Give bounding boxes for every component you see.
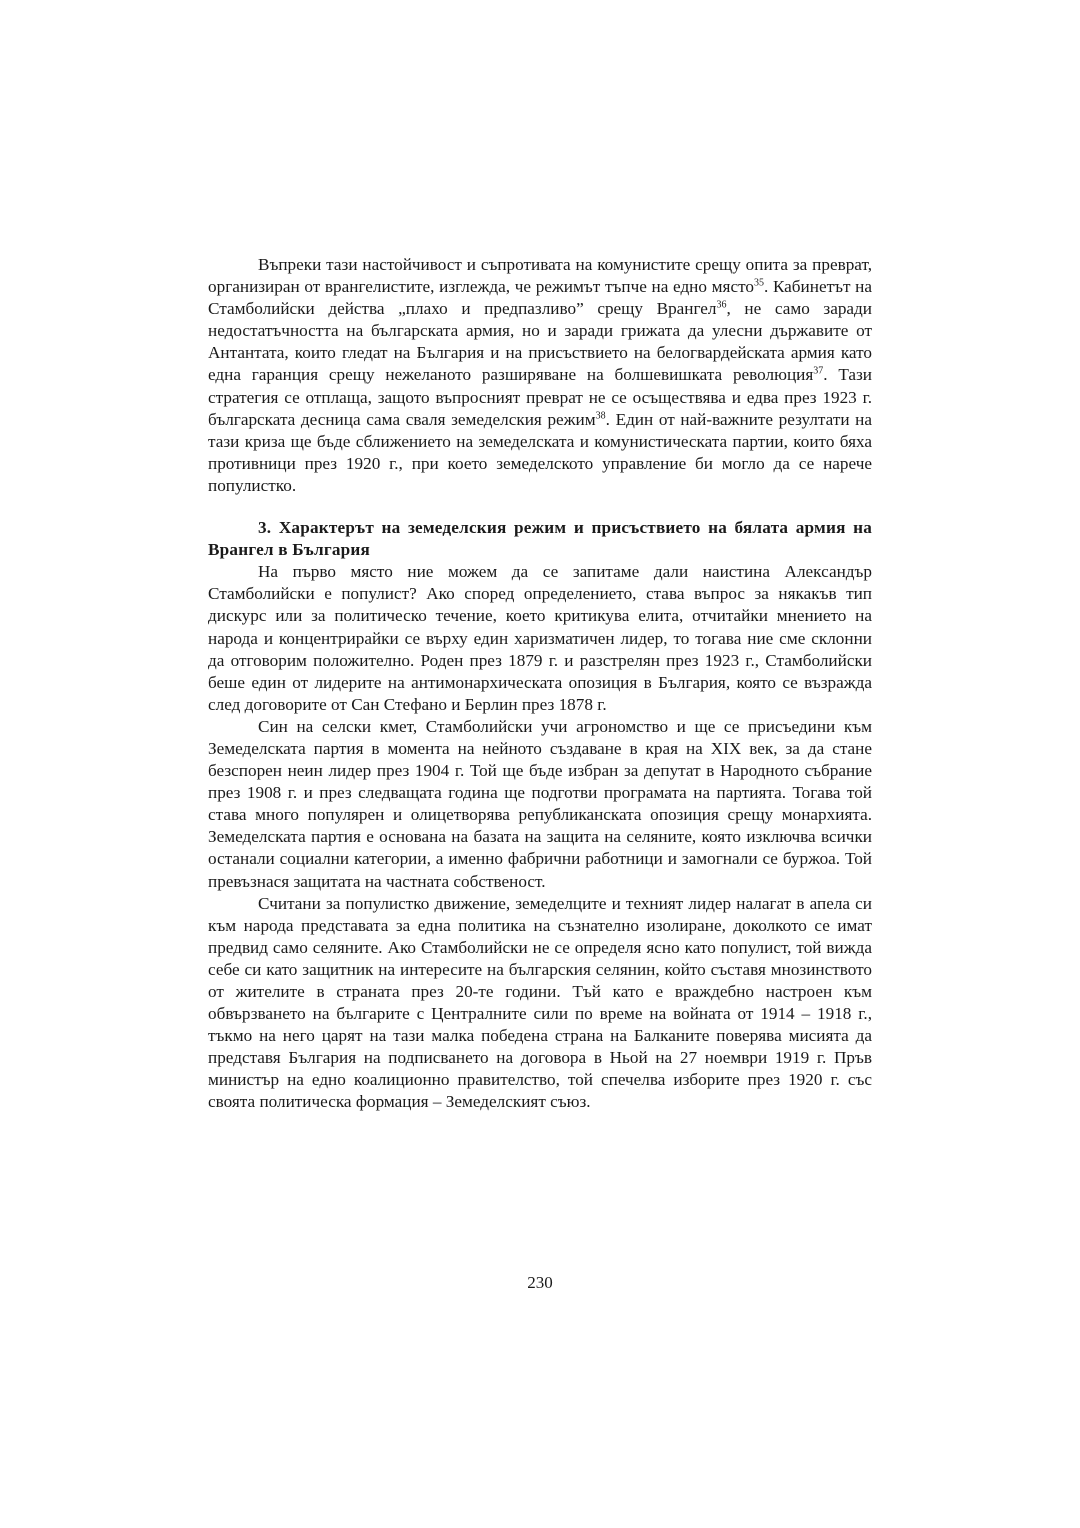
page-body bbox=[208, 254, 872, 1114]
page-number: 230 bbox=[527, 1273, 553, 1292]
paragraph-1-text-c: , не само заради недостатъчността на българската армия, но и заради грижата да улесни държавите от Антантата, които гледат на България и на присъствието на белогвардейската армия като една гаранция срещу нежеланото разширяване на болшевишката революция bbox=[208, 299, 872, 385]
paragraph-1-text-b: . Кабинетът на Стамболийски действа „плахо и предпазливо” срещу Врангел bbox=[208, 277, 872, 319]
footnote-ref-35: 35 bbox=[753, 277, 764, 289]
paragraph-3: Син на селски кмет, Стамболийски учи агрономство и ще се присъедини към Земеделската партия в момента на нейното създаване в края на XIX век, за да стане безспорен неин лидер през 1904 г. Той ще бъде избран за депутат в Народното събрание през 1908 г. и през следващата година ще подготви програмата на партията. Тогава той става много популярен и олицетворява републиканската опозиция срещу монархията. Земеделската партия е основана на базата на защита на селяните, която изключва всички останали социални категории, а именно фабрични работници и замогнали се буржоа. Той превъзнася защитата на частната собственост. bbox=[208, 716, 872, 891]
paragraph-1-text-d: . Тази стратегия се отплаща, защото въпросният преврат не се осъществява и едва през 1923 г. българската десница сама сваля земеделския режим bbox=[208, 365, 873, 429]
paragraph-1-text-a: Въпреки тази настойчивост и съпротивата на комунистите срещу опита за преврат, организиран от врангелистите, изглежда, че режимът тъпче на едно място bbox=[208, 255, 872, 297]
footnote-ref-38: 38 bbox=[595, 409, 606, 421]
section-heading: 3. Характерът на земеделския режим и присъствието на бялата армия на Врангел в България bbox=[208, 518, 872, 560]
paragraph-2: На първо място ние можем да се запитаме дали наистина Александър Стамболийски е популист? Ако според определението, става въпрос за някакъв тип дискурс или за политическо течение, което критикува елита, отчитайки мнението на народа и концентрирайки се върху един харизматичен лидер, то тогава ние сме склонни да отговорим положително. Роден през 1879 г. и разстрелян през 1923 г., Стамболийски беше един от лидерите на антимонархическата опозиция в България, която се възражда след договорите от Сан Стефано и Берлин през 1878 г. bbox=[208, 562, 872, 714]
footnote-ref-37: 37 bbox=[813, 365, 824, 377]
footnote-ref-36: 36 bbox=[716, 299, 727, 311]
paragraph-4: Считани за популистко движение, земеделците и техният лидер налагат в апела си към народа представата за една политика на съзнателно изолиране, доколкото се имат предвид само селяните. Ако Стамболийски не се определя ясно като популист, той вижда себе си като защитник на интересите на българския селянин, който съставя мнозинството от жителите в страната през 20-те години. Тъй като е враждебно настроен към обвързването на българите с Централните сили по време на войната от 1914 – 1918 г., тъкмо на него царят на тази малка победена страна на Балканите поверява мисията да представя България на подписването на договора в Ньой на 27 ноември 1919 г. Пръв министър на едно коалиционно правителство, той спечелва изборите през 1920 г. със своята политическа формация – Земеделският съюз. bbox=[208, 893, 872, 1112]
paragraph-1 bbox=[208, 254, 872, 497]
paragraph-1-text-e: . Един от най-важните резултати на тази криза ще бъде сближението на земеделската и комунистическата партии, които бяха противници през 1920 г., при което земеделското управление би могло да се нарече популистко. bbox=[208, 409, 872, 495]
